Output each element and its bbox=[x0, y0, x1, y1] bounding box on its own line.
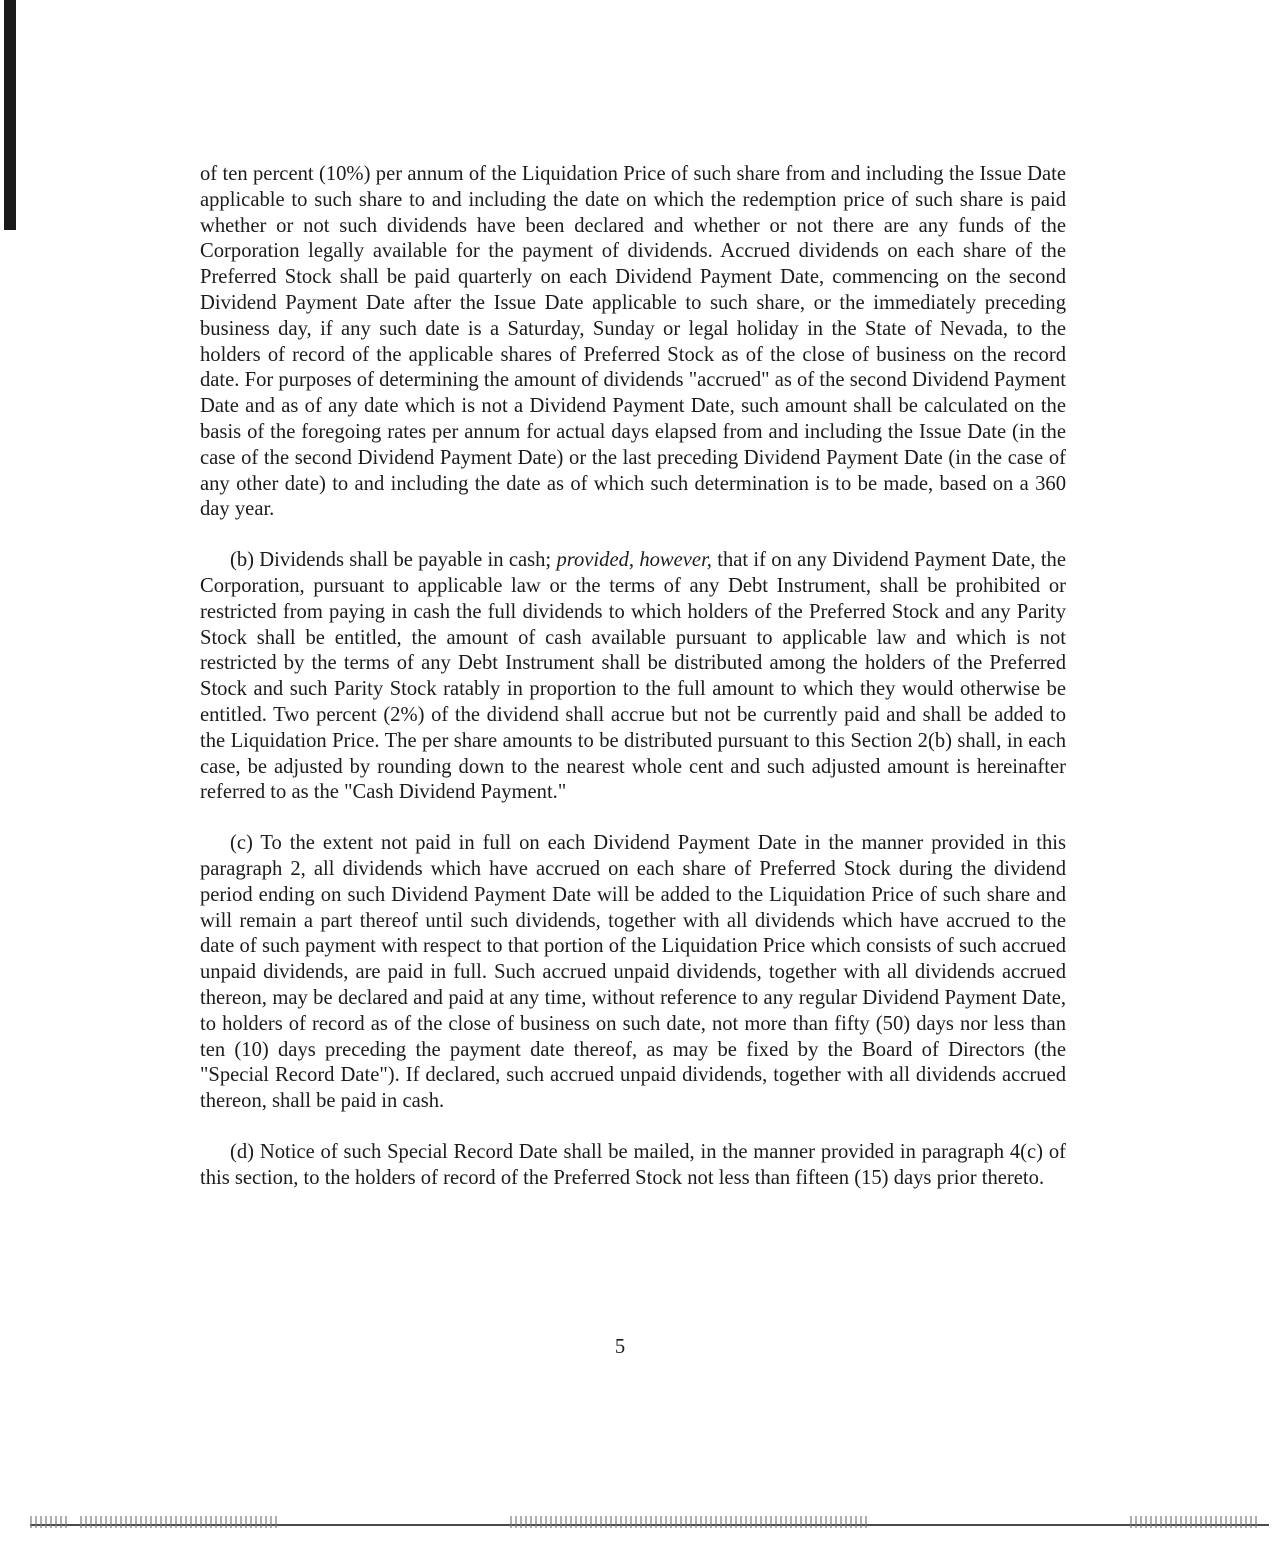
scan-smudge bbox=[510, 1516, 870, 1528]
paragraph-c bbox=[200, 831, 1066, 1115]
document-body bbox=[200, 162, 1066, 1191]
page-number: 5 bbox=[614, 1336, 626, 1358]
scan-smudge bbox=[30, 1516, 70, 1528]
paragraph-continuation bbox=[200, 162, 1066, 523]
paragraph-italic-text: provided, however, bbox=[556, 549, 712, 572]
scan-smudge bbox=[80, 1516, 280, 1528]
paragraph-text: of ten percent (10%) per annum of the Liquidation Price of such share from and including the Issue Date applicable to such share to and including the date on which the redemption price of such share is paid whether or not such dividends have been declared and whether or not there are any funds of the Corporation legally available for the payment of dividends. Accrued dividends on each share of the Preferred Stock shall be paid quarterly on each Dividend Payment Date, commencing on the second Dividend Payment Date after the Issue Date applicable to such share, or the immediately preceding business day, if any such date is a Saturday, Sunday or legal holiday in the State of Nevada, to the holders of record of the applicable shares of Preferred Stock as of the close of business on the record date. For purposes of determining the amount of dividends "accrued" as of the second Dividend Payment Date and as of any date which is not a Dividend Payment Date, such amount shall be calculated on the basis of the foregoing rates per annum for actual days elapsed from and including the Issue Date (in the case of the second Dividend Payment Date) or the last preceding Dividend Payment Date (in the case of any other date) to and including the date as of which such determination is to be made, based on a 360 day year. bbox=[200, 163, 1066, 521]
paragraph-text: (c) To the extent not paid in full on each Dividend Payment Date in the manner provided in this paragraph 2, all dividends which have accrued on each share of Preferred Stock during the dividend period ending on such Dividend Payment Date will be added to the Liquidation Price of such share and will remain a part thereof until such dividends, together with all dividends which have accrued to the date of such payment with respect to that portion of the Liquidation Price which consists of such accrued unpaid dividends, are paid in full. Such accrued unpaid dividends, together with all dividends accrued thereon, may be declared and paid at any time, without reference to any regular Dividend Payment Date, to holders of record as of the close of business on such date, not more than fifty (50) days nor less than ten (10) days preceding the payment date thereof, as may be fixed by the Board of Directors (the "Special Record Date"). If declared, such accrued unpaid dividends, together with all dividends accrued thereon, shall be paid in cash. bbox=[200, 832, 1066, 1113]
paragraph-b bbox=[200, 548, 1066, 806]
paragraph-text: (b) Dividends shall be payable in cash; bbox=[230, 549, 557, 572]
paragraph-text: (d) Notice of such Special Record Date shall be mailed, in the manner provided in paragraph 4(c) of this section, to the holders of record of the Preferred Stock not less than fifteen (15) days prior thereto. bbox=[200, 1140, 1066, 1189]
scan-bottom-artifact bbox=[30, 1516, 1269, 1530]
paragraph-d bbox=[200, 1140, 1066, 1192]
scan-edge-mark bbox=[4, 0, 16, 230]
paragraph-text: that if on any Dividend Payment Date, the Corporation, pursuant to applicable law or the terms of any Debt Instrument, shall be prohibited or restricted from paying in cash the full dividends to which holders of the Preferred Stock and any Parity Stock shall be entitled, the amount of cash available pursuant to applicable law and which is not restricted by the terms of any Debt Instrument shall be distributed among the holders of the Preferred Stock and such Parity Stock ratably in proportion to the full amount to which they would otherwise be entitled. Two percent (2%) of the dividend shall accrue but not be currently paid and shall be added to the Liquidation Price. The per share amounts to be distributed pursuant to this Section 2(b) shall, in each case, be adjusted by rounding down to the nearest whole cent and such adjusted amount is hereinafter referred to as the "Cash Dividend Payment." bbox=[200, 549, 1066, 804]
scan-smudge bbox=[1130, 1516, 1260, 1528]
